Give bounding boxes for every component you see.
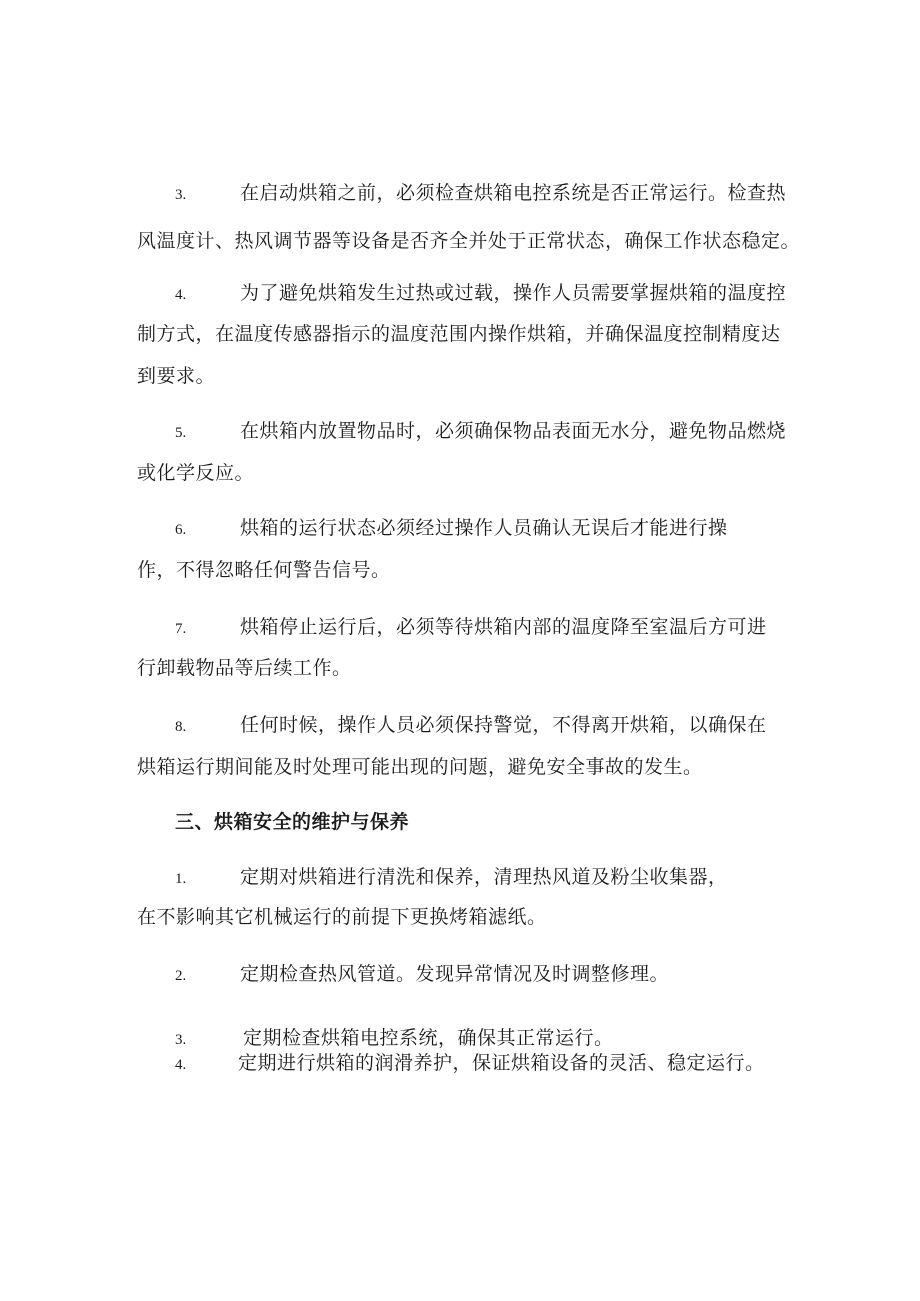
item-text-line: 为了避免烘箱发生过热或过载，操作人员需要掌握烘箱的温度控 [240,282,787,304]
item-number: 6. [175,522,187,538]
item-text-line: 烘箱停止运行后，必须等待烘箱内部的温度降至室温后方可进 [240,616,767,638]
item-number: 3. [175,1032,187,1048]
item-number: 4. [175,1057,187,1073]
item-number: 3. [175,187,187,203]
item-text-line: 或化学反应。 [137,462,255,484]
item-number: 4. [175,287,187,303]
item-number: 2. [175,968,187,984]
item-text-line: 定期进行烘箱的润滑养护，保证烘箱设备的灵活、稳定运行。 [238,1052,765,1074]
item-text-line: 定期检查烘箱电控系统，确保其正常运行。 [243,1027,614,1049]
item-text-line: 风温度计、热风调节器等设备是否齐全并处于正常状态，确保工作状态稳定。 [137,230,801,252]
item-text-line: 烘箱的运行状态必须经过操作人员确认无误后才能进行操 [240,517,728,539]
item-number: 8. [175,719,187,735]
item-text-line: 在启动烘箱之前，必须检查烘箱电控系统是否正常运行。检查热 [240,182,787,204]
item-text-line: 在烘箱内放置物品时，必须确保物品表面无水分，避免物品燃烧 [240,420,787,442]
item-text-line: 烘箱运行期间能及时处理可能出现的问题，避免安全事故的发生。 [137,756,703,778]
item-text-line: 任何时候，操作人员必须保持警觉，不得离开烘箱，以确保在 [240,714,767,736]
item-text-line: 定期检查热风管道。发现异常情况及时调整修理。 [240,963,670,985]
item-number: 1. [175,871,187,887]
item-number: 5. [175,425,187,441]
item-text-line: 定期对烘箱进行清洗和保养，清理热风道及粉尘收集器， [240,866,728,888]
item-text-line: 作，不得忽略任何警告信号。 [137,559,391,581]
item-text-line: 行卸载物品等后续工作。 [137,657,352,679]
item-text-line: 在不影响其它机械运行的前提下更换烤箱滤纸。 [137,906,547,928]
item-number: 7. [175,621,187,637]
item-text-line: 到要求。 [137,365,216,387]
item-text-line: 制方式，在温度传感器指示的温度范围内操作烘箱，并确保温度控制精度达 [137,323,781,345]
section-heading: 三、烘箱安全的维护与保养 [175,811,410,833]
